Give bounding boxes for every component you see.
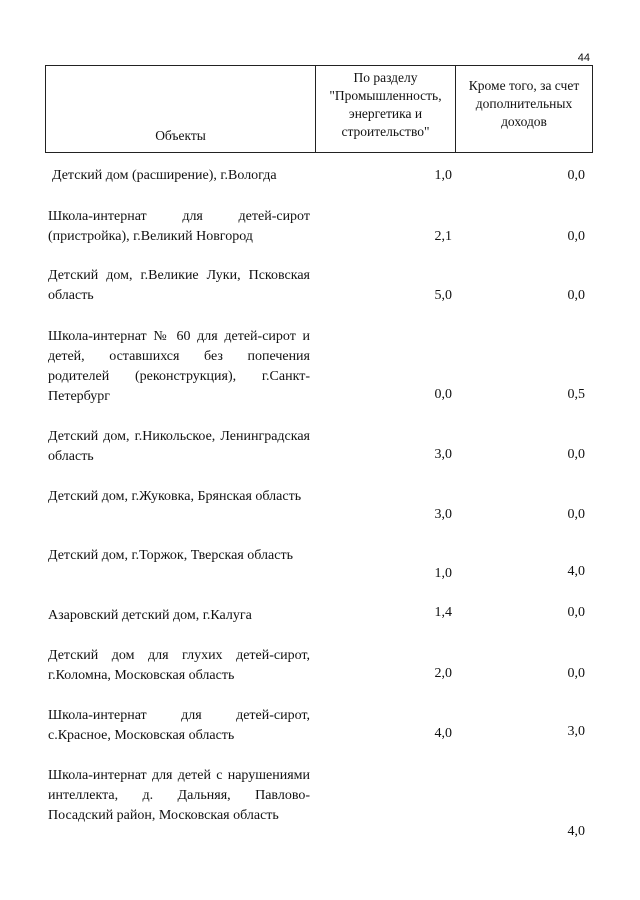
- section-value: 2,0: [434, 666, 452, 681]
- object-name: Детский дом, г.Торжок, Тверская область: [48, 548, 293, 563]
- object-name: Азаровский детский дом, г.Калуга: [48, 608, 252, 623]
- section-value: 1,0: [434, 566, 452, 581]
- section-value: 4,0: [434, 726, 452, 741]
- extra-value: 0,0: [567, 229, 585, 244]
- object-name: Детский дом (расширение), г.Вологда: [52, 168, 277, 183]
- section-value: 0,0: [434, 387, 452, 402]
- page-number: 44: [577, 52, 590, 64]
- section-value: 1,4: [434, 605, 452, 620]
- header-objects-label: Объекты: [155, 128, 206, 143]
- extra-value: 3,0: [567, 724, 585, 739]
- extra-value: 4,0: [567, 824, 585, 839]
- section-value: 1,0: [434, 168, 452, 183]
- table-header: [45, 65, 593, 153]
- section-value: 3,0: [434, 447, 452, 462]
- header-objects: [46, 66, 316, 152]
- extra-value: 0,0: [567, 605, 585, 620]
- object-name: Школа-интернат для детей-сирот, с.Красное, Московская область: [48, 708, 310, 743]
- object-name: Школа-интернат для детей-сирот (пристройка), г.Великий Новгород: [48, 209, 310, 244]
- object-name: Детский дом, г.Жуковка, Брянская область: [48, 489, 302, 504]
- extra-value: 0,0: [567, 507, 585, 522]
- object-name: Детский дом, г.Никольское, Ленинградская область: [48, 429, 310, 464]
- section-value: 2,1: [434, 229, 452, 244]
- header-section: По разделу "Промышленность, энергетика и строительство": [316, 66, 456, 152]
- extra-value: 0,5: [567, 387, 585, 402]
- extra-value: 0,0: [567, 288, 585, 303]
- extra-value: 4,0: [567, 564, 585, 579]
- extra-value: 0,0: [567, 666, 585, 681]
- object-name: Школа-интернат для детей с нарушениями интеллекта, д. Дальняя, Павлово-Посадский район, Московская область: [48, 768, 310, 823]
- header-extra: Кроме того, за счет дополнительных доходов: [468, 78, 580, 129]
- object-name: Школа-интернат № 60 для детей-сирот и детей, оставшихся без попечения родителей (реконструкция), г.Санкт-Петербург: [48, 329, 310, 404]
- section-value: 5,0: [434, 288, 452, 303]
- object-name: Детский дом для глухих детей-сирот, г.Коломна, Московская область: [48, 648, 310, 683]
- extra-value: 0,0: [567, 168, 585, 183]
- extra-value: 0,0: [567, 447, 585, 462]
- object-name: Детский дом, г.Великие Луки, Псковская область: [48, 268, 310, 303]
- section-value: 3,0: [434, 507, 452, 522]
